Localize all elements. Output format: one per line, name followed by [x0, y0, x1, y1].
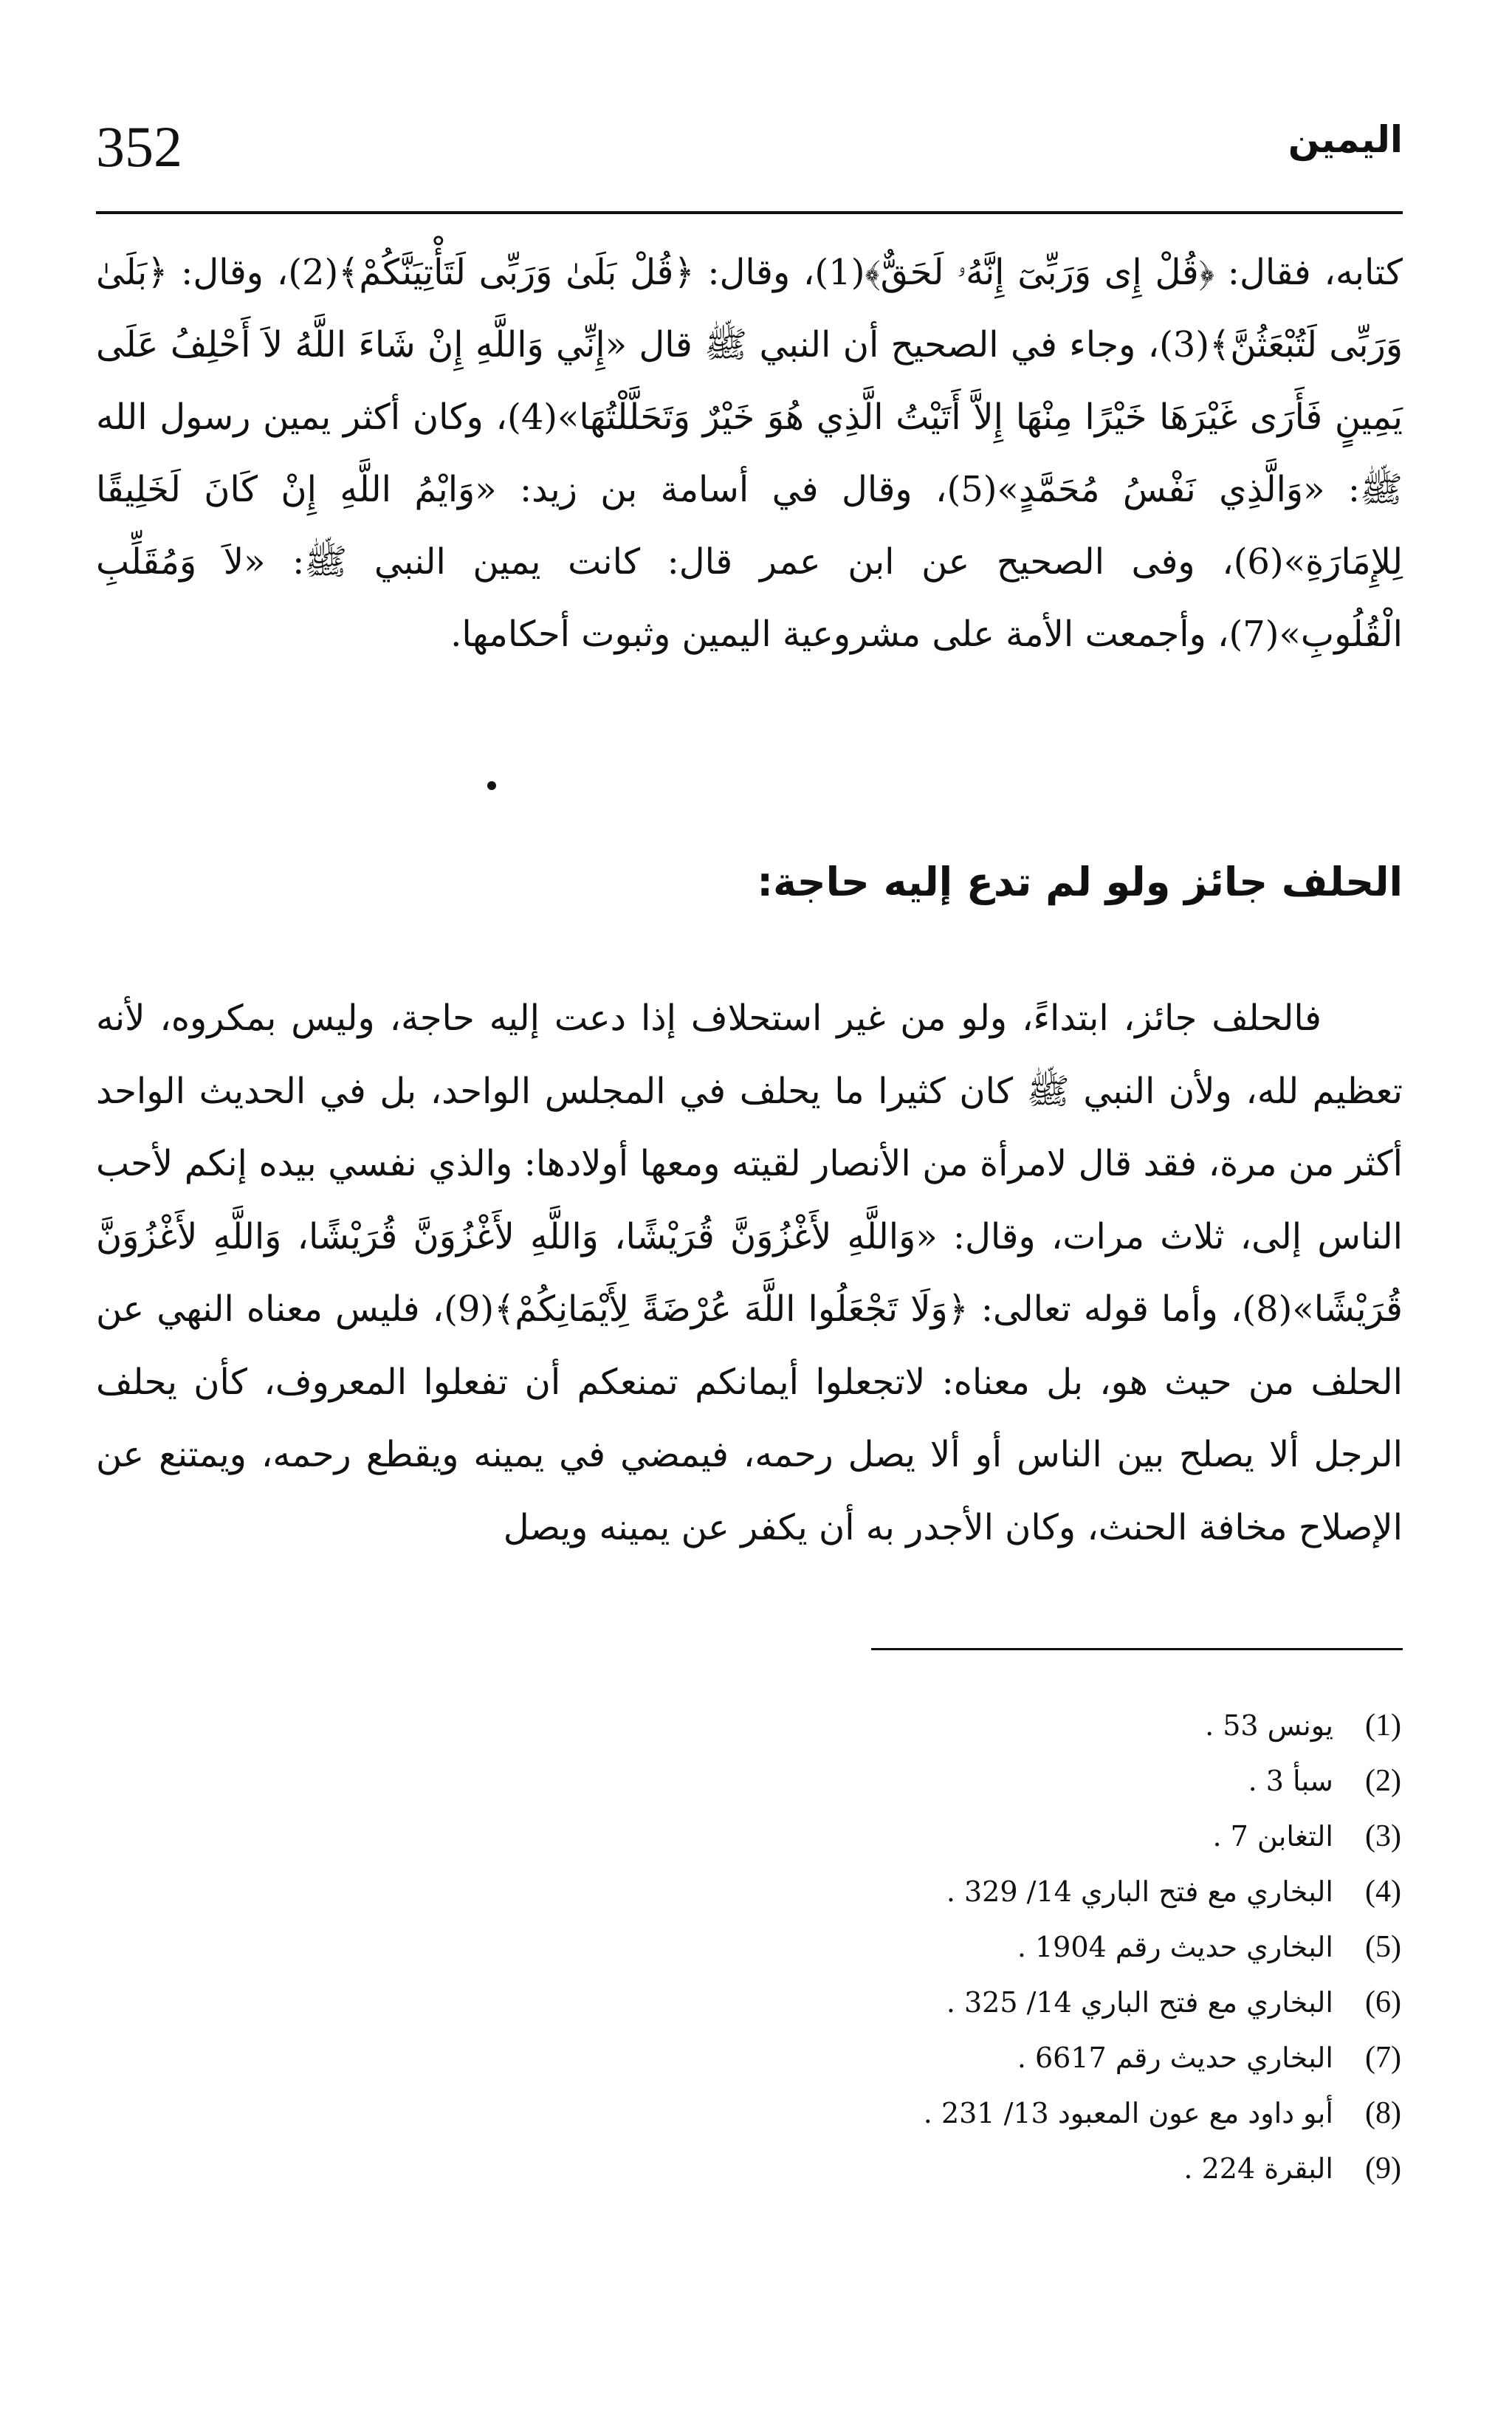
footnote-item — [515, 1975, 1401, 2030]
footnote-text: يونس 53 . — [1205, 1709, 1333, 1742]
footnote-text: البخاري مع فتح الباري 14/ 325 . — [946, 1986, 1333, 2019]
footnote-text: سبأ 3 . — [1248, 1765, 1333, 1797]
scan-dot — [487, 781, 496, 790]
footnote-text: أبو داود مع عون المعبود 13/ 231 . — [923, 2097, 1333, 2129]
footnote-number: (5) — [1365, 1930, 1401, 1964]
paragraph-text: كتابه، فقال: ﴿قُلْ إِى وَرَبِّىٓ إِنَّهُۥ لَحَقٌّ﴾(1)، وقال: ﴿قُلْ بَلَىٰ وَرَبِّى لَتَأْتِيَنَّكُمْ﴾(2)، وقال: ﴿بَلَىٰ وَرَبِّى لَتُبْعَثُنَّ﴾(3)، وجاء في الصحيح أن النبي ﷺ قال «إِنِّي وَاللَّهِ إِنْ شَاءَ اللَّهُ لاَ أَحْلِفُ عَلَى يَمِينٍ فَأَرَى غَيْرَهَا خَيْرًا مِنْهَا إِلاَّ أَتَيْتُ الَّذِي هُوَ خَيْرٌ وَتَحَلَّلْتُهَا»(4)، وكان أكثر يمين رسول الله ﷺ: «وَالَّذِي نَفْسُ مُحَمَّدٍ»(5)، وقال في أسامة بن زيد: «وَايْمُ اللَّهِ إِنْ كَانَ لَخَلِيقًا لِلإِمَارَةِ»(6)، وفى الصحيح عن ابن عمر قال: كانت يمين النبي ﷺ: «لاَ وَمُقَلِّبِ الْقُلُوبِ»(7)، وأجمعت الأمة على مشروعية اليمين وثبوت أحكامها. — [96, 252, 1403, 655]
footnote-item — [515, 1864, 1401, 1920]
running-title: اليمين — [1288, 118, 1403, 161]
footnote-number: (9) — [1365, 2152, 1401, 2186]
body-paragraph-1 — [96, 236, 1403, 670]
footnote-number: (8) — [1365, 2096, 1401, 2130]
footnote-item — [515, 2086, 1401, 2141]
footnote-number: (7) — [1365, 2041, 1401, 2075]
footnote-text: التغابن 7 . — [1212, 1820, 1333, 1853]
footnote-rule — [871, 1648, 1403, 1650]
body-paragraph-2 — [96, 982, 1403, 1564]
footnote-number: (4) — [1365, 1875, 1401, 1909]
footnote-item — [515, 1920, 1401, 1975]
paragraph-text: فالحلف جائز، ابتداءً، ولو من غير استحلاف إذا دعت إليه حاجة، وليس بمكروه، لأنه تعظيم لله، ولأن النبي ﷺ كان كثيرا ما يحلف في المجلس الواحد، بل في الحديث الواحد أكثر من مرة، فقد قال لامرأة من الأنصار لقيته ومعها أولادها: والذي نفسي بيده إنكم لأحب الناس إلى، ثلاث مرات، وقال: «وَاللَّهِ لأَغْزُوَنَّ قُرَيْشًا، وَاللَّهِ لأَغْزُوَنَّ قُرَيْشًا، وَاللَّهِ لأَغْزُوَنَّ قُرَيْشًا»(8)، وأما قوله تعالى: ﴿وَلَا تَجْعَلُوا اللَّهَ عُرْضَةً لِأَيْمَانِكُمْ﴾(9)، فليس معناه النهي عن الحلف من حيث هو، بل معناه: لاتجعلوا أيمانكم تمنعكم أن تفعلوا المعروف، كأن يحلف الرجل ألا يصلح بين الناس أو ألا يصل رحمه، فيمضي في يمينه ويقطع رحمه، ويمتنع عن الإصلاح مخافة الحنث، وكان الأجدر به أن يكفر عن يمينه ويصل — [96, 998, 1403, 1548]
footnote-item — [515, 1698, 1401, 1754]
footnote-text: البقرة 224 . — [1183, 2152, 1333, 2185]
footnote-item — [515, 1754, 1401, 1809]
footnote-item — [515, 1809, 1401, 1864]
footnote-item — [515, 2141, 1401, 2197]
footnote-text: البخاري حديث رقم 1904 . — [1017, 1931, 1333, 1963]
footnote-number: (6) — [1365, 1985, 1401, 2019]
header-rule — [96, 211, 1403, 214]
footnote-item — [515, 2030, 1401, 2086]
footnote-number: (3) — [1365, 1819, 1401, 1853]
page-number: 352 — [96, 114, 182, 179]
page-header — [96, 111, 1403, 207]
footnote-text: البخاري حديث رقم 6617 . — [1017, 2042, 1333, 2074]
section-heading: الحلف جائز ولو لم تدع إليه حاجة: — [757, 859, 1403, 905]
footnote-text: البخاري مع فتح الباري 14/ 329 . — [946, 1875, 1333, 1908]
footnote-number: (1) — [1365, 1709, 1401, 1743]
footnote-number: (2) — [1365, 1764, 1401, 1798]
footnotes-list — [515, 1698, 1401, 2197]
